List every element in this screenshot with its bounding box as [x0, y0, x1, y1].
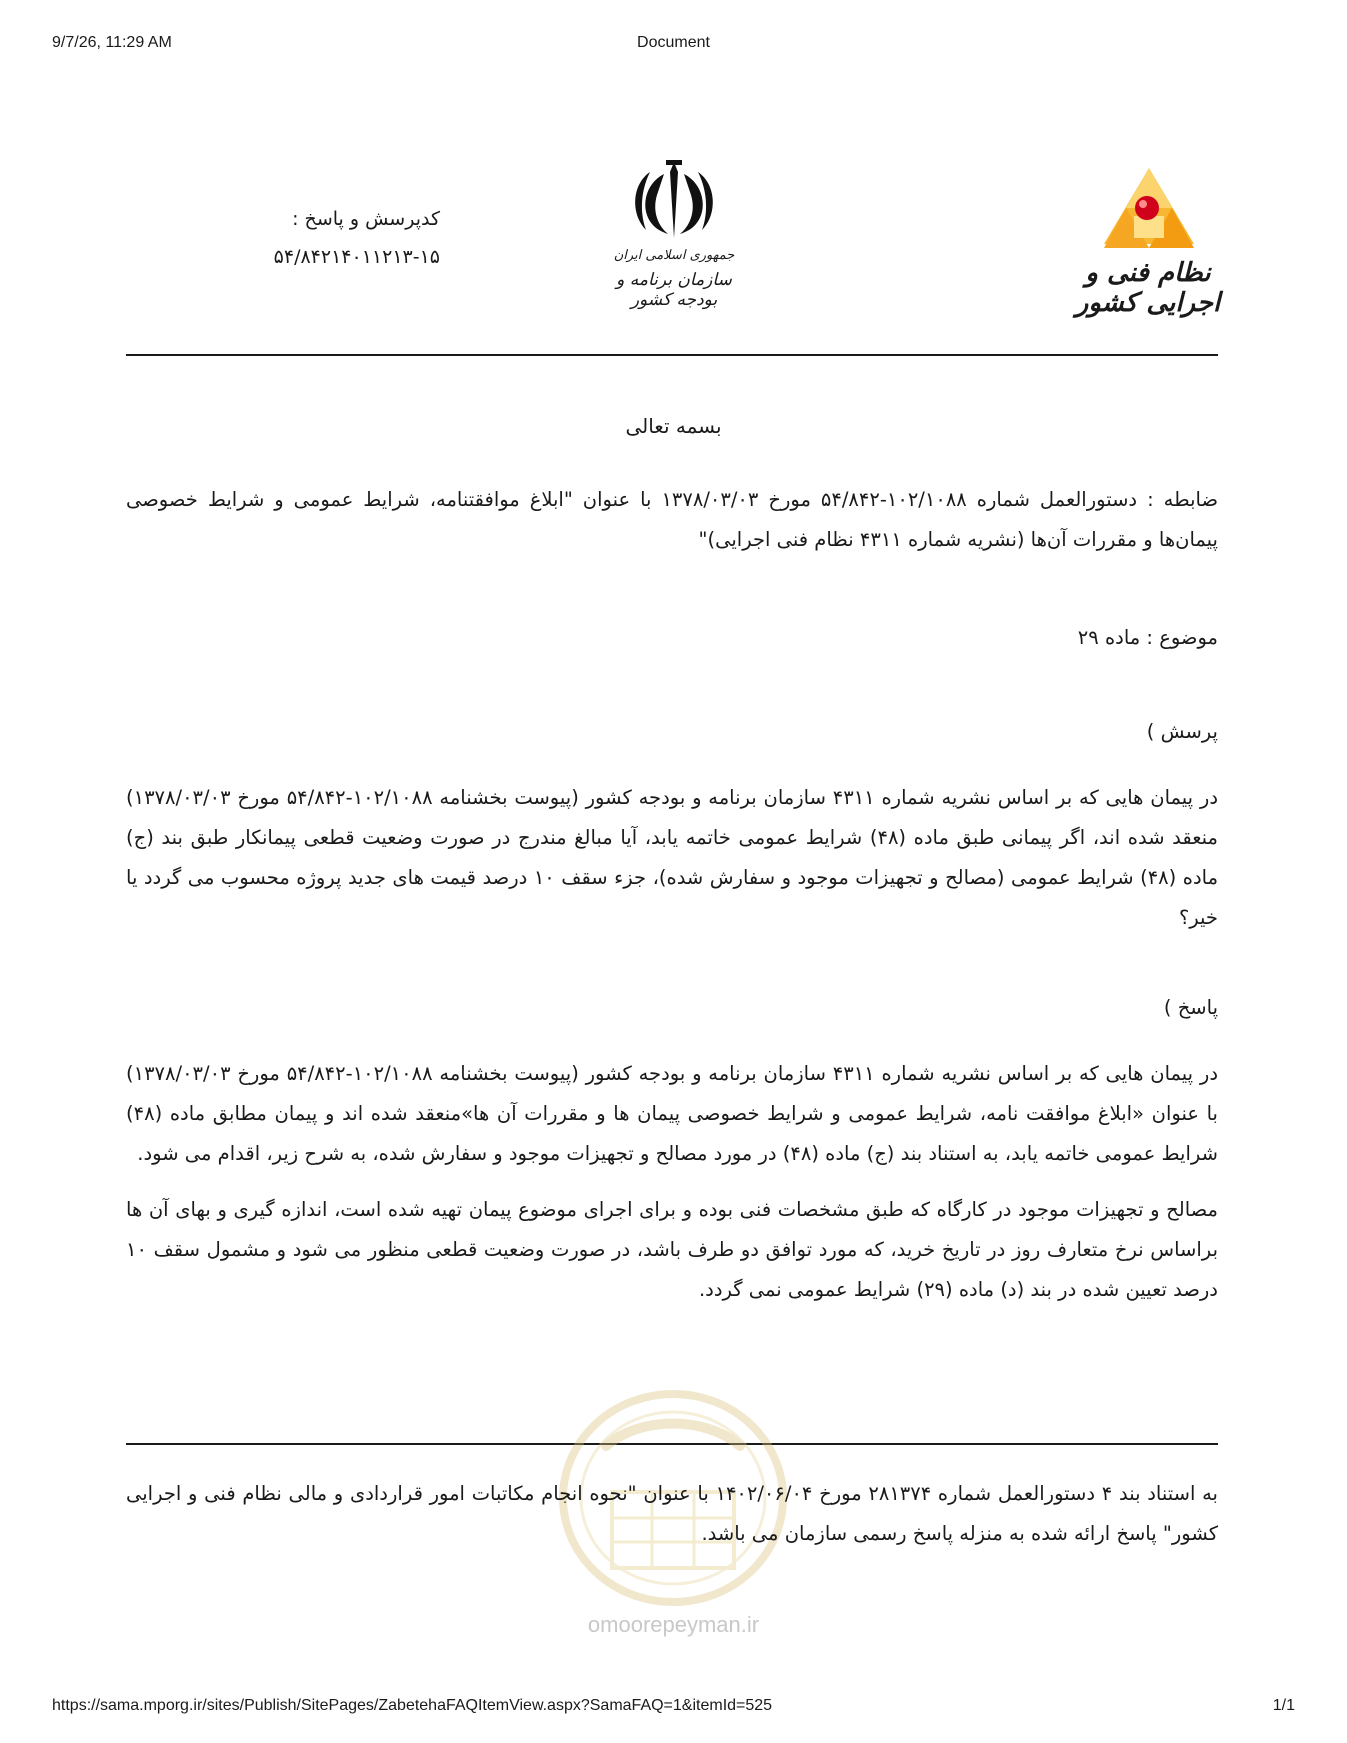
technical-system-logo-icon	[1094, 164, 1204, 254]
footnote-text: به استناد بند ۴ دستورالعمل شماره ۲۸۱۳۷۴ مورخ ۱۴۰۲/۰۶/۰۴ با عنوان "نحوه انجام مکاتبات امور قراردادی و مالی نظام فنی و اجرایی کشور" پاسخ ارائه شده به منزله پاسخ رسمی سازمان می باشد.	[126, 1482, 1218, 1545]
answer-paragraph-2: مصالح و تجهیزات موجود در کارگاه که طبق مشخصات فنی بوده و برای اجرای موضوع پیمان تهیه شده است، اندازه گیری و بهای آن ها براساس نرخ متعارف روز در تاریخ خرید، که مورد توافق دو طرف باشد، در صورت وضعیت قطعی منظور می شود و مشمول سقف ۱۰ درصد تعیین شده در بند (د) ماده (۲۹) شرایط عمومی نمی گردد.	[126, 1198, 1218, 1301]
question-heading: پرسش )	[1146, 720, 1218, 743]
watermark-site-label: omoorepeyman.ir	[587, 1612, 760, 1637]
print-page-number: 1/1	[1272, 1697, 1295, 1714]
national-emblem-icon	[626, 158, 722, 244]
answer-paragraph-1: در پیمان هایی که بر اساس نشریه شماره ۴۳۱۱ سازمان برنامه و بودجه کشور (پیوست بخشنامه ۱۰۲/۱۰۸۸-۵۴/۸۴۲ مورخ ۱۳۷۸/۰۳/۰۳) با عنوان «ابلاغ موافقت نامه، شرایط عمومی و شرایط خصوصی پیمان ها و مقررات آن ها»منعقد شده اند و پیمان مطابق ماده (۴۸) شرایط عمومی خاتمه یابد، به استناد بند (ج) ماده (۴۸) در مورد مصالح و تجهیزات موجود و سفارش شده، به شرح زیر، اقدام می شود.	[126, 1062, 1218, 1165]
print-header	[0, 34, 1347, 58]
emblem-caption-country: جمهوری اسلامی ایران	[613, 248, 735, 263]
question-section	[126, 778, 1218, 938]
question-body: در پیمان هایی که بر اساس نشریه شماره ۴۳۱۱ سازمان برنامه و بودجه کشور (پیوست بخشنامه ۱۰۲/۱۰۸۸-۵۴/۸۴۲ مورخ ۱۳۷۸/۰۳/۰۳) منعقد شده اند، اگر پیمانی طبق ماده (۴۸) شرایط عمومی خاتمه یابد، آیا مبالغ مندرج در صورت وضعیت قطعی پیمانکار طبق بند (ج) ماده (۴۸) شرایط عمومی (مصالح و تجهیزات موجود و سفارش شده)، جزء سقف ۱۰ درصد قیمت های جدید پروژه محسوب می گردد یا خیر؟	[126, 786, 1219, 929]
technical-system-logo	[1068, 164, 1228, 318]
footnote-section	[126, 1474, 1218, 1554]
print-footer	[0, 1697, 1347, 1719]
answer-heading: پاسخ )	[1163, 996, 1218, 1019]
subject-line: موضوع : ماده ۲۹	[1077, 626, 1218, 649]
print-date: 9/7/26, 11:29 AM	[52, 34, 172, 51]
qa-code-value: ۵۴/۸۴۲۱۴۰۱۱۲۱۳-۱۵	[273, 246, 440, 268]
print-url: https://sama.mporg.ir/sites/Publish/SitePages/ZabetehaFAQItemView.aspx?SamaFAQ=1&itemId=525	[52, 1697, 773, 1714]
regulation-reference	[126, 480, 1218, 560]
qa-code-label: کدپرسش و پاسخ :	[292, 208, 440, 230]
answer-section	[126, 1054, 1218, 1310]
print-title: Document	[637, 34, 710, 51]
regulation-text: ضابطه : دستورالعمل شماره ۱۰۲/۱۰۸۸-۵۴/۸۴۲ مورخ ۱۳۷۸/۰۳/۰۳ با عنوان "ابلاغ موافقتنامه، شرایط عمومی و شرایط خصوصی پیمان‌ها و مقررات آن‌ها (نشریه شماره ۴۳۱۱ نظام فنی اجرایی)"	[126, 488, 1219, 551]
national-emblem	[598, 158, 750, 318]
emblem-caption-organization: سازمان برنامه و بودجه کشور	[616, 270, 732, 310]
header-divider	[126, 354, 1218, 356]
basmala: بسمه تعالی	[625, 414, 722, 438]
technical-system-logo-text: نظام فنی و اجرایی کشور	[1075, 258, 1221, 318]
